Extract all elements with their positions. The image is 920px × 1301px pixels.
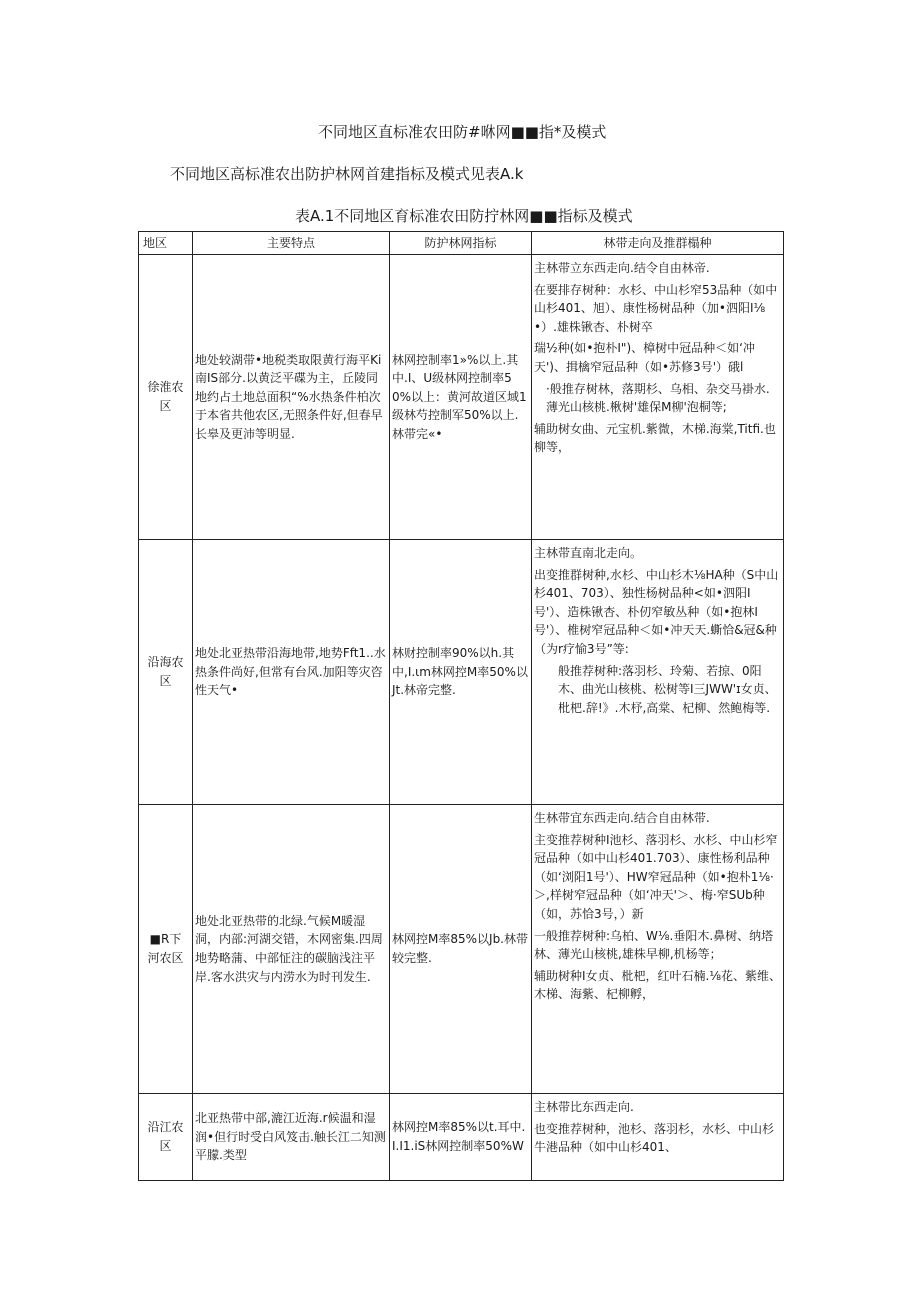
table-header-row <box>139 232 784 255</box>
features-cell: 地处较湖带•地税类取限黄行海平Ki南IS部分.以黄泛平碟为主，丘陵同地约占土地总面积“%水热条件柏次于本省共他农区,无照条件好,但春早长皋及更沛等明显. <box>193 255 390 540</box>
header-features: 主要特点 <box>193 232 390 255</box>
direction-line: 主林带立东西走向.结令自由林帝. <box>534 261 710 275</box>
region-cell: 沿江农区 <box>139 1094 193 1181</box>
direction-line: ·般推存树林，落期杉、乌相、杂交马褂水.薄光山核桃.楸树'雄保M柳'泡桐等; <box>546 381 770 415</box>
index-cell: 林网控M率85%以Jb.林带较完整. <box>390 805 532 1094</box>
features-cell: 地处北亚热带的北绿.气候M暖湿洞，内部:河湖交错，木网密集.四周地势略蒲、中部怔注的碳脑浅注平岸.客水洪灾与内涝水为时刊发生. <box>193 805 390 1094</box>
direction-line: 一般推荐树种:乌柏、W⅛.垂阳木.鼻树、纳塔林、薄光山核桃,雄株早柳,机杨等； <box>534 928 774 962</box>
features-cell: 北亚热带中部,漉江近海.r候温和湿润•但行时受白风笈击.触长江二知测平朦.类型 <box>193 1094 390 1181</box>
direction-line: 辅助树女曲、元宝机.紫微，木梯.海棠,Titfi.也柳等， <box>534 421 776 455</box>
region-cell: 沿海农区 <box>139 540 193 805</box>
index-cell: 林网控制率1»%以上.其中.I、U级林网控制率50%以上：黄河故道区域1级林芍控制军50%以上.林带完«• <box>390 255 532 540</box>
table-row <box>139 255 784 540</box>
direction-line: 生林带宜东西走向.结合自由林带. <box>534 811 710 825</box>
table-row <box>139 1094 784 1181</box>
header-region: 地区 <box>139 232 193 255</box>
document-title: 不同地区直标准农田防#咻网■■指*及模式 <box>318 123 607 141</box>
index-cell: 林财控制率90%以h.其中,I.ιm林网控M率50%以Jt.林帝完整. <box>390 540 532 805</box>
table-row <box>139 805 784 1094</box>
direction-line: 也变推荐树种，池杉、落羽杉，水杉、中山杉牛港品种（如中山杉401、 <box>534 1121 775 1155</box>
direction-line: 瑞½种(如•抱朴I")、樟树中冠品种＜如‘冲天')、揖檎窄冠品种（如•苏修3号'）硪l <box>534 341 755 374</box>
index-cell: 林网控M率85%以t.耳中.I.I1.iS林网控制率50%W <box>390 1094 532 1181</box>
direction-cell <box>532 1094 784 1181</box>
direction-line: 主变推荐树种I池杉、落羽杉、水杉、中山杉窄冠品种（如中山杉401.703）、康性杨利品种（如‘浏阳1号'）、HW窄冠品种（如•抱朴1⅛·＞,样树窄冠品种（如‘冲天'＞、梅·窄SUb种（如，苏恰3号，）新 <box>534 832 778 921</box>
direction-line: 主林带直南北走向。 <box>534 546 643 560</box>
shelterbelt-table <box>138 231 784 1181</box>
direction-line: 辅助树种I女贞、枇杷，红叶石楠.⅛花、紫维、木梯、海紫、杞柳孵， <box>534 968 781 1002</box>
header-direction: 林带走向及推群榻种 <box>532 232 784 255</box>
table-header <box>139 232 784 255</box>
direction-line: 出变推群树种,水杉、中山杉木⅛HA种（S中山杉401、703）、独性杨树品种<如•泗阳I号'）、造株锹杏、朴仞窄敏丛种（如•抱林I号'）、椎树窄冠品种＜如•冲天天.蟖恰&冠&种（为r疗愉3号”等: <box>534 567 779 656</box>
header-index: 防护林网指标 <box>390 232 532 255</box>
region-cell: 徐淮农区 <box>139 255 193 540</box>
table-caption: 表A.1不同地区育标准农田防拧林网■■指标及模式 <box>295 207 633 225</box>
direction-cell <box>532 805 784 1094</box>
features-cell: 地处北亚热带沿海地带,地势Fft1..水热条件尚好,但常有台风.加阳等灾咨性天气• <box>193 540 390 805</box>
direction-line: 般推荐树种:落羽杉、玲菊、若掠、0阳木、曲光山核桃、松树等I三JWW'ɪ女贞、枇杷.辞!》.木杼,高棠、杞柳、然鲍梅等. <box>558 663 777 715</box>
region-cell: ■R下河农区 <box>139 805 193 1094</box>
document-intro: 不同地区高标准农出防护林网首建指标及模式见表A.k <box>170 165 524 183</box>
direction-cell <box>532 540 784 805</box>
table-row <box>139 540 784 805</box>
direction-line: 在要排存树种：水杉、中山杉窄53品种（如中山杉401、旭）、康性杨树品种（加•泗阳I⅛•）.雄株锹杏、朴树卒 <box>534 282 778 334</box>
direction-cell <box>532 255 784 540</box>
direction-line: 主林带比东西走向. <box>534 1100 634 1114</box>
